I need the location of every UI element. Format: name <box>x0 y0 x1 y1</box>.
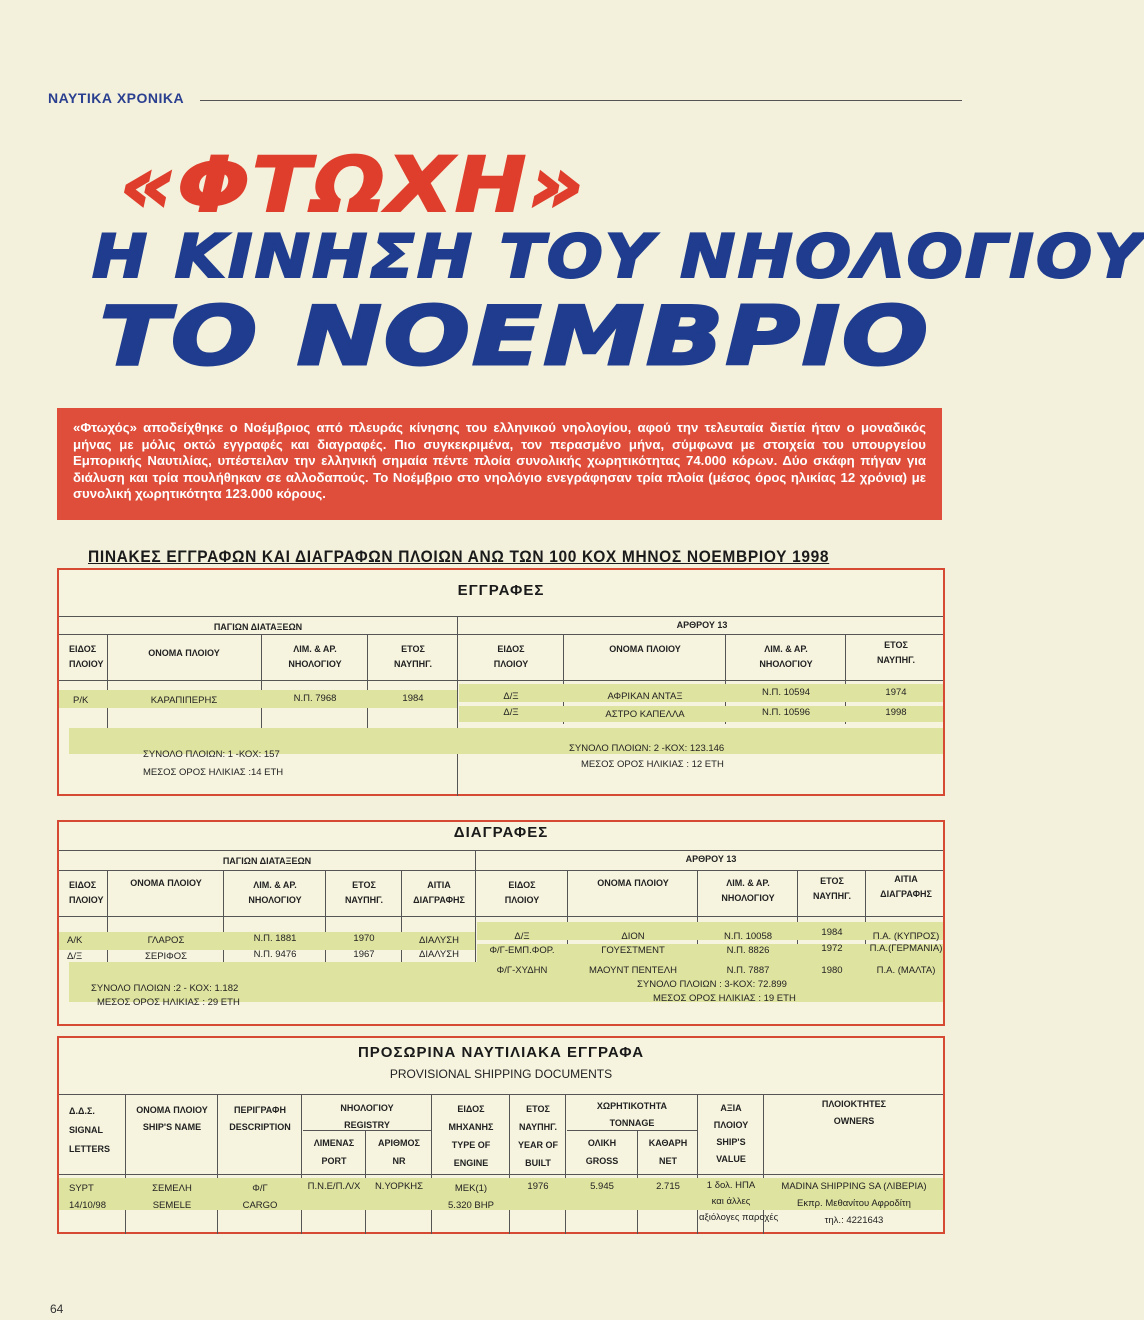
table-row: Δ/Ξ ΑΦΡΙΚΑΝ ΑΝΤΑΞ Ν.Π. 10594 1974 <box>503 687 907 702</box>
headline-line-1: «ΦΤΩΧΗ» <box>120 140 586 229</box>
del-right-age: ΜΕΣΟΣ ΟΡΟΣ ΗΛΙΚΙΑΣ : 19 ΕΤΗ <box>653 993 796 1004</box>
reg-left-group: ΠΑΓΙΩΝ ΔΙΑΤΑΞΕΩΝ <box>213 622 303 632</box>
prov-h-port: ΛΙΜΕΝΑΣ PORT <box>313 1138 355 1166</box>
registrations-title: ΕΓΓΡΑΦΕΣ <box>457 582 545 599</box>
table-row: Ρ/Κ ΚΑΡΑΠΙΠΕΡΗΣ Ν.Π. 7968 1984 <box>73 693 424 706</box>
reg-h-year-r: ΕΤΟΣ ΝΑΥΠΗΓ. <box>876 640 916 665</box>
table-row: Α/Κ ΓΛΑΡΟΣ Ν.Π. 1881 1970 ΔΙΑΛΥΣΗ <box>67 933 460 946</box>
prov-h-tonnage: ΧΩΡΗΤΙΚΟΤΗΤΑ TONNAGE <box>596 1101 668 1128</box>
reg-h-reg-r: ΛΙΜ. & ΑΡ. ΝΗΟΛΟΓΙΟΥ <box>759 644 813 669</box>
reg-h-year: ΕΤΟΣ ΝΑΥΠΗΓ. <box>393 644 433 669</box>
page-number: 64 <box>50 1302 64 1316</box>
prov-h-engine: ΕΙΔΟΣ ΜΗΧΑΝΗΣ TYPE OF ENGINE <box>448 1104 494 1168</box>
del-h-cause-r: ΑΙΤΙΑ ΔΙΑΓΡΑΦΗΣ <box>880 874 932 899</box>
del-h-name-r: ΟΝΟΜΑ ΠΛΟΙΟΥ <box>597 878 669 888</box>
del-h-reg: ΛΙΜ. & ΑΡ. ΝΗΟΛΟΓΙΟΥ <box>248 880 302 905</box>
table-row: SYPT 14/10/98 ΣΕΜΕΛΗ SEMELE Φ/Γ CARGO Π.Ν.Ε/Π.Λ/Χ Ν.ΥΟΡΚΗΣ ΜΕΚ(1) 5.320 BHP 1976 5.945 2.715 1 δολ. ΗΠΑ και άλλες αξιόλογες παροχές MADINA SHIPPING SA (ΛΙΒΕΡΙΑ) Εκπρ. Μεθανίτου Αφροδίτη τηλ.: 4221643 <box>69 1180 927 1226</box>
headline-line-2: Η ΚΙΝΗΣΗ ΤΟΥ ΝΗΟΛΟΓΙΟΥ <box>92 222 1144 292</box>
del-h-cause: ΑΙΤΙΑ ΔΙΑΓΡΑΦΗΣ <box>413 880 465 905</box>
reg-right-group: ΑΡΘΡΟΥ 13 <box>676 620 728 630</box>
deletions-title: ΔΙΑΓΡΑΦΕΣ <box>453 824 549 841</box>
prov-h-desc: ΠΕΡΙΓΡΑΦΗ DESCRIPTION <box>229 1105 291 1132</box>
table-row: Δ/Ξ ΑΣΤΡΟ ΚΑΠΕΛΛΑ Ν.Π. 10596 1998 <box>503 707 907 720</box>
reg-h-name: ΟΝΟΜΑ ΠΛΟΙΟΥ <box>148 648 220 658</box>
reg-h-type: ΕΙΔΟΣ ΠΛΟΙΟΥ <box>69 644 104 669</box>
reg-left-total: ΣΥΝΟΛΟ ΠΛΟΙΩΝ: 1 -ΚΟΧ: 157 <box>143 749 280 760</box>
del-h-reg-r: ΛΙΜ. & ΑΡ. ΝΗΟΛΟΓΙΟΥ <box>721 878 775 903</box>
del-right-total: ΣΥΝΟΛΟ ΠΛΟΙΩΝ : 3-ΚΟΧ: 72.899 <box>637 979 787 990</box>
table-row: Δ/Ξ ΔΙΟΝ Ν.Π. 10058 1984 Π.Α. (ΚΥΠΡΟΣ) <box>514 927 940 942</box>
reg-right-total: ΣΥΝΟΛΟ ΠΛΟΙΩΝ: 2 -ΚΟΧ: 123.146 <box>569 743 725 754</box>
del-left-age: ΜΕΣΟΣ ΟΡΟΣ ΗΛΙΚΙΑΣ : 29 ΕΤΗ <box>97 997 240 1008</box>
reg-h-name-r: ΟΝΟΜΑ ΠΛΟΙΟΥ <box>609 644 681 654</box>
del-h-name: ΟΝΟΜΑ ΠΛΟΙΟΥ <box>130 878 202 888</box>
prov-h-nr: ΑΡΙΘΜΟΣ NR <box>378 1138 420 1166</box>
reg-h-reg: ΛΙΜ. & ΑΡ. ΝΗΟΛΟΓΙΟΥ <box>288 644 342 669</box>
del-h-year-r: ΕΤΟΣ ΝΑΥΠΗΓ. <box>812 876 852 901</box>
table-row: Δ/Ξ ΣΕΡΙΦΟΣ Ν.Π. 9476 1967 ΔΙΑΛΥΣΗ <box>67 949 460 962</box>
prov-h-gross: ΟΛΙΚΗ GROSS <box>585 1138 619 1166</box>
del-left-group: ΠΑΓΙΩΝ ΔΙΑΤΑΞΕΩΝ <box>222 856 312 866</box>
prov-h-registry: ΝΗΟΛΟΓΙΟΥ REGISTRY <box>340 1103 394 1130</box>
section-rule <box>200 100 962 101</box>
prov-h-name: ΟΝΟΜΑ ΠΛΟΙΟΥ SHIP'S NAME <box>136 1105 208 1132</box>
del-right-group: ΑΡΘΡΟΥ 13 <box>685 854 737 864</box>
prov-h-value: ΑΞΙΑ ΠΛΟΙΟΥ SHIP'S VALUE <box>713 1103 749 1164</box>
section-tag: ΝΑΥΤΙΚΑ ΧΡΟΝΙΚΑ <box>48 90 185 106</box>
reg-h-type-r: ΕΙΔΟΣ ΠΛΟΙΟΥ <box>493 644 529 669</box>
provisional-title: ΠΡΟΣΩΡΙΝΑ ΝΑΥΤΙΛΙΑΚΑ ΕΓΓΡΑΦΑ <box>357 1044 645 1061</box>
table-row: Φ/Γ-ΧΥΔΗΝ ΜΑΟΥΝΤ ΠΕΝΤΕΛΗ Ν.Π. 7887 1980 Π.Α. (ΜΑΛΤΑ) <box>496 965 936 976</box>
prov-h-year: ΕΤΟΣ ΝΑΥΠΗΓ. YEAR OF BUILT <box>517 1104 558 1168</box>
headline-line-3: ΤΟ ΝΟΕΜΒΡΙΟ <box>100 290 931 383</box>
reg-right-age: ΜΕΣΟΣ ΟΡΟΣ ΗΛΙΚΙΑΣ : 12 ΕΤΗ <box>581 759 724 770</box>
tables-title: ΠΙΝΑΚΕΣ ΕΓΓΡΑΦΩΝ ΚΑΙ ΔΙΑΓΡΑΦΩΝ ΠΛΟΙΩΝ ΑΝΩ ΤΩΝ 100 ΚΟΧ ΜΗΝΟΣ ΝΟΕΜΒΡΙΟΥ 1998 <box>88 548 830 566</box>
prov-h-owners: ΠΛΟΙΟΚΤΗΤΕΣ OWNERS <box>821 1099 887 1126</box>
del-left-total: ΣΥΝΟΛΟ ΠΛΟΙΩΝ :2 - ΚΟΧ: 1.182 <box>91 983 239 994</box>
provisional-docs-table <box>57 1036 945 1234</box>
del-h-type: ΕΙΔΟΣ ΠΛΟΙΟΥ <box>69 880 104 905</box>
provisional-subtitle: PROVISIONAL SHIPPING DOCUMENTS <box>389 1067 613 1081</box>
prov-h-dds: Δ.Δ.Σ. SIGNAL LETTERS <box>69 1106 111 1154</box>
deletions-table <box>57 820 945 1026</box>
reg-left-age: ΜΕΣΟΣ ΟΡΟΣ ΗΛΙΚΙΑΣ :14 ΕΤΗ <box>143 767 284 778</box>
registrations-table <box>57 568 945 796</box>
table-row: Φ/Γ-ΕΜΠ.ΦΟΡ. ΓΟΥΕΣΤΜΕΝΤ Ν.Π. 8826 1972 Π.Α.(ΓΕΡΜΑΝΙΑ) <box>489 943 943 956</box>
prov-h-net: ΚΑΘΑΡΗ NET <box>648 1138 688 1166</box>
lead-paragraph: «Φτωχός» αποδείχθηκε ο Νοέμβριος από πλευράς κίνησης του ελληνικού νηολογίου, αφού την τελευταία διετία ήταν ο μοναδικός μήνας με μόλις οκτώ εγγραφές και διαγραφές. Πιο συγκεκριμένα, τον περασμένο μήνα, σύμφωνα με στοιχεία του υπουργείου Εμπορικής Ναυτιλίας, υπέστειλαν την ελληνική σημαία πέντε πλοία συνολικής χωρητικότητας 74.000 κόρων. Δύο σκάφη πήγαν για διάλυση και τρία πουλήθηκαν σε αλλοδαπούς. Το Νοέμβριο στο νηολόγιο ενεγράφησαν τρία πλοία (μέσος όρος ηλικίας 12 χρόνια) με συνολική χωρητικότητα 123.000 κόρους. <box>57 408 942 520</box>
del-h-type-r: ΕΙΔΟΣ ΠΛΟΙΟΥ <box>504 880 540 905</box>
del-h-year: ΕΤΟΣ ΝΑΥΠΗΓ. <box>344 880 384 905</box>
